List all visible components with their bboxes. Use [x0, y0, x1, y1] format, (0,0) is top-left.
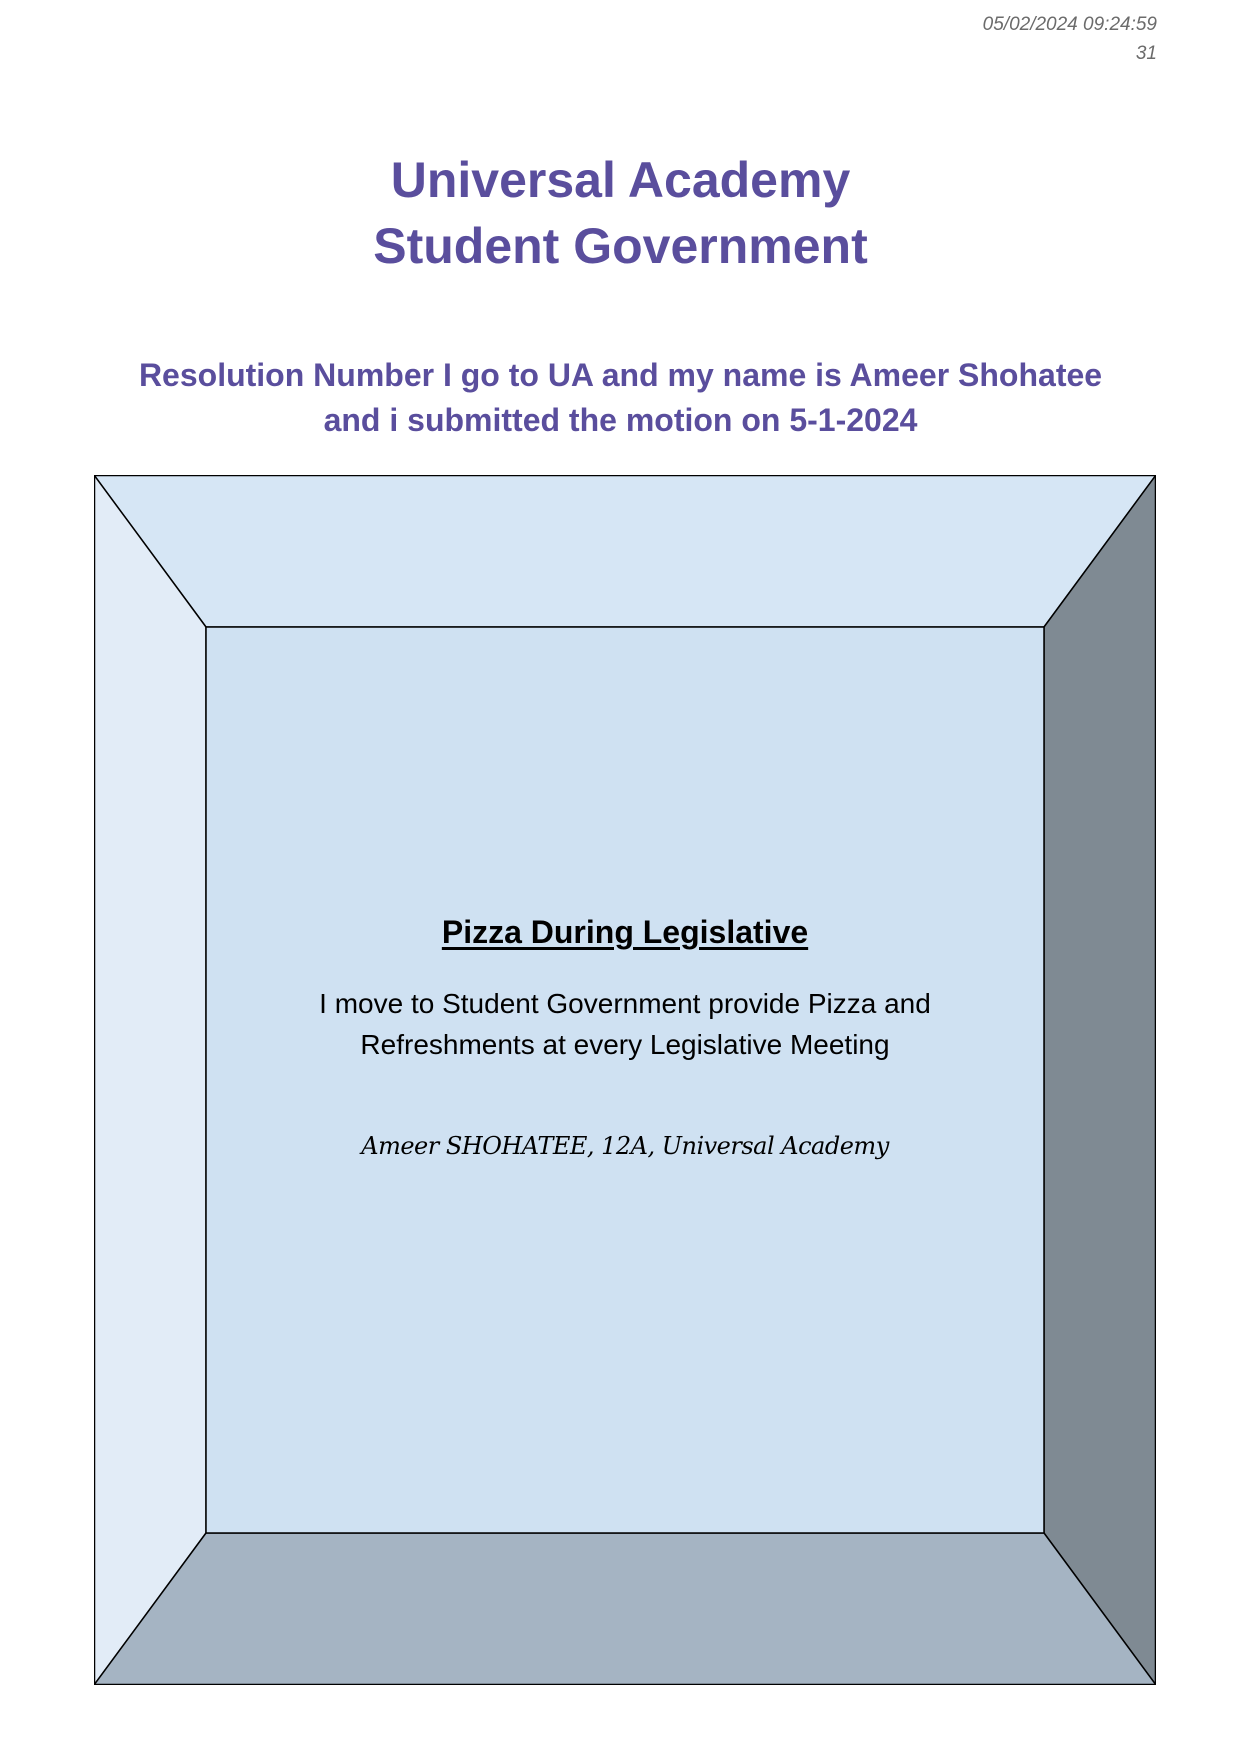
resolution-line-1: Resolution Number I go to UA and my name is Ameer Shohatee: [138, 357, 1103, 393]
bevel-right: [1044, 475, 1156, 1685]
page-title-line-2: Student Government: [373, 218, 868, 274]
beveled-frame: [94, 475, 1156, 1685]
resolution-line-2: and i submitted the motion on 5-1-2024: [323, 402, 918, 438]
bevel-top: [94, 475, 1156, 627]
handwritten-signature: Ameer SHOHATEE, 12A, Universal Academy: [361, 1132, 889, 1160]
page-number: 31: [1135, 43, 1157, 64]
motion-body-line-2: Refreshments at every Legislative Meeting: [360, 1029, 890, 1060]
timestamp: 05/02/2024 09:24:59: [982, 14, 1157, 35]
motion-body-line-1: I move to Student Government provide Pizza and: [319, 988, 931, 1019]
page-title-line-1: Universal Academy: [390, 152, 851, 208]
motion-title: Pizza During Legislative: [441, 914, 809, 950]
resolution-heading: [100, 353, 1141, 443]
document-meta: [983, 10, 1157, 68]
motion-panel: [206, 627, 1044, 1533]
motion-body: [266, 983, 984, 1065]
bevel-bottom: [94, 1533, 1156, 1685]
bevel-left: [94, 475, 206, 1685]
